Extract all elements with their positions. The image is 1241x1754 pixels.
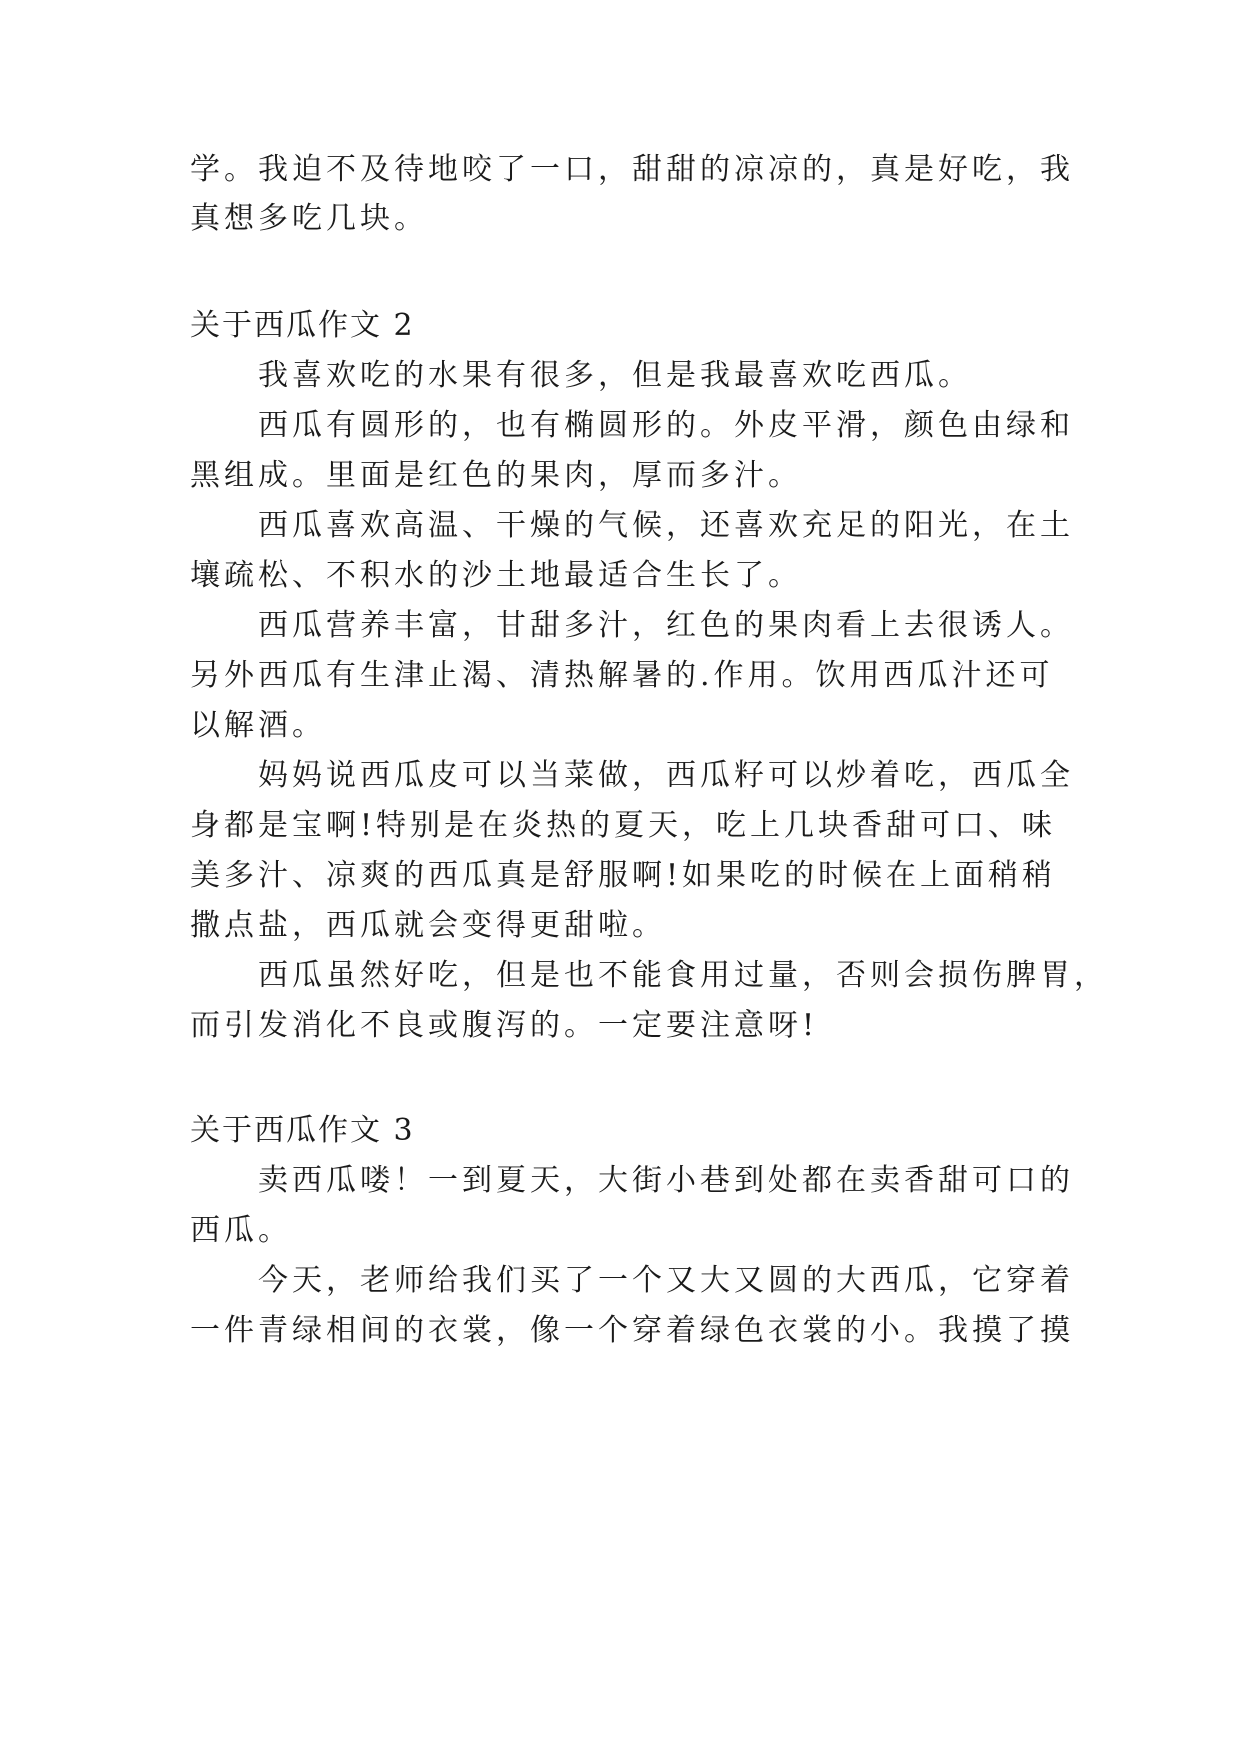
paragraph-line: 西瓜营养丰富，甘甜多汁，红色的果肉看上去很诱人。 [258,608,1074,643]
intro-line: 学。我迫不及待地咬了一口，甜甜的凉凉的，真是好吃，我 [190,152,1074,187]
essay-2-title: 关于西瓜作文 2 [190,308,415,343]
paragraph-line: 今天，老师给我们买了一个又大又圆的大西瓜，它穿着 [258,1263,1074,1298]
intro-line: 真想多吃几块。 [190,201,428,236]
paragraph-line: 黑组成。里面是红色的果肉，厚而多汁。 [190,458,802,493]
paragraph-line: 美多汁、凉爽的西瓜真是舒服啊!如果吃的时候在上面稍稍 [190,858,1057,893]
paragraph-line: 西瓜虽然好吃，但是也不能食用过量，否则会损伤脾胃， [258,958,1108,993]
essay-3-title: 关于西瓜作文 3 [190,1113,415,1148]
paragraph-line: 西瓜有圆形的，也有椭圆形的。外皮平滑，颜色由绿和 [258,408,1074,443]
paragraph-line: 西瓜。 [190,1213,292,1248]
paragraph-line: 西瓜喜欢高温、干燥的气候，还喜欢充足的阳光，在土 [258,508,1074,543]
paragraph-line: 卖西瓜喽！一到夏天，大街小巷到处都在卖香甜可口的 [258,1163,1074,1198]
paragraph-line: 我喜欢吃的水果有很多，但是我最喜欢吃西瓜。 [258,358,972,393]
paragraph-line: 妈妈说西瓜皮可以当菜做，西瓜籽可以炒着吃，西瓜全 [258,758,1074,793]
paragraph-line: 一件青绿相间的衣裳，像一个穿着绿色衣裳的小。我摸了摸 [190,1313,1074,1348]
paragraph-line: 身都是宝啊!特别是在炎热的夏天，吃上几块香甜可口、味 [190,808,1057,843]
paragraph-line: 撒点盐，西瓜就会变得更甜啦。 [190,908,666,943]
paragraph-line: 壤疏松、不积水的沙土地最适合生长了。 [190,558,802,593]
paragraph-line: 另外西瓜有生津止渴、清热解暑的.作用。饮用西瓜汁还可 [190,658,1054,693]
paragraph-line: 而引发消化不良或腹泻的。一定要注意呀! [190,1008,819,1043]
paragraph-line: 以解酒。 [190,708,326,743]
